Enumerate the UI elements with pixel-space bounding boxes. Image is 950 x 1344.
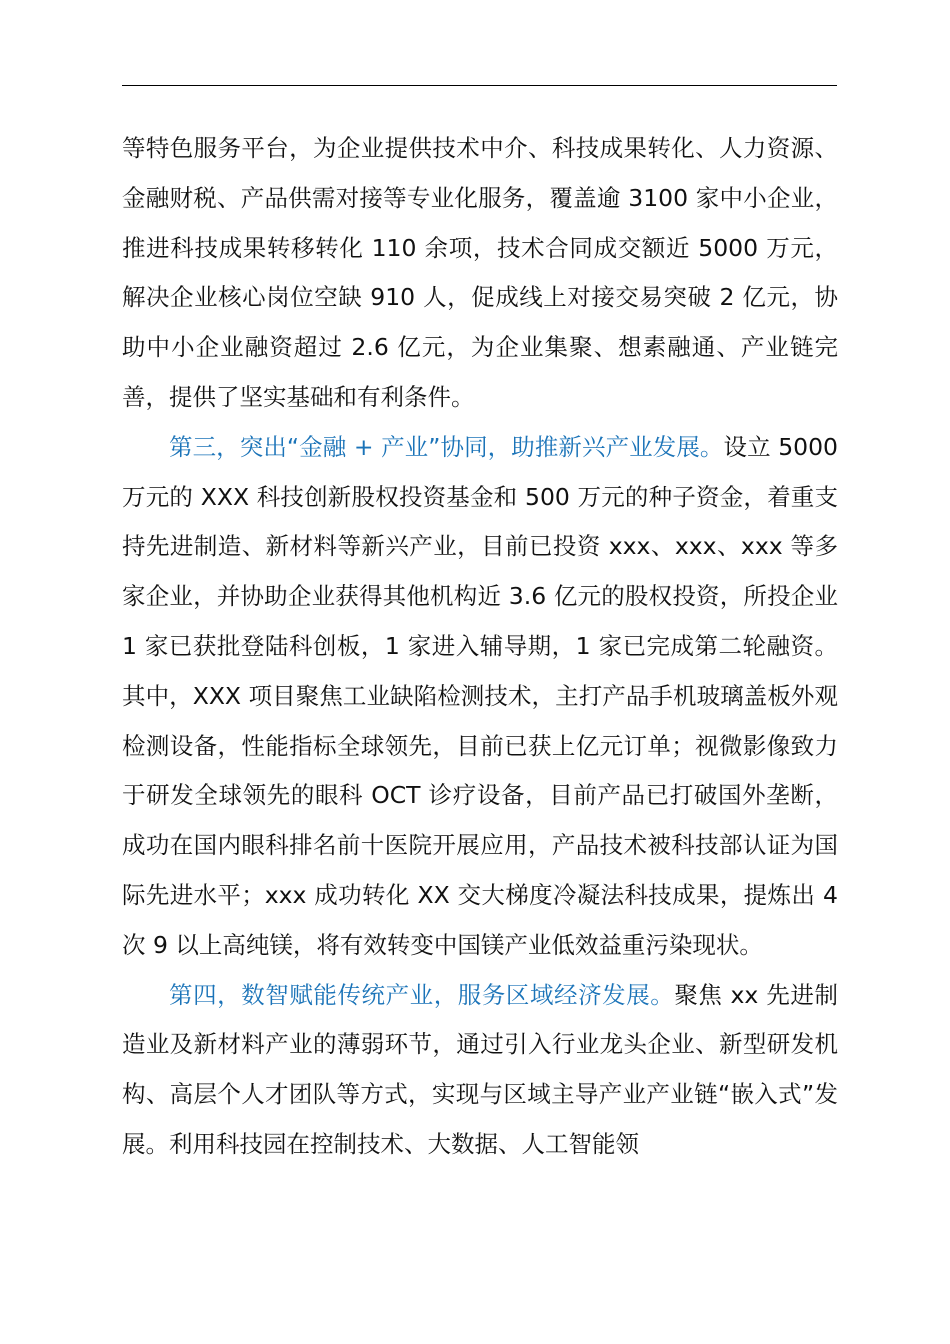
paragraph-fourth-point bbox=[122, 971, 838, 1170]
header-rule bbox=[122, 85, 837, 86]
paragraph-third-point bbox=[122, 423, 838, 971]
paragraph-body-text: 聚焦 xx 先进制造业及新材料产业的薄弱环节，通过引入行业龙头企业、新型研发机构、高层个人才团队等方式，实现与区域主导产业产业链“嵌入式”发展。利用科技园在控制技术、大数据、人工智能领 bbox=[122, 980, 838, 1158]
document-body bbox=[122, 124, 838, 1170]
paragraph-lead-heading: 第三，突出“金融 + 产业”协同，助推新兴产业发展。 bbox=[169, 432, 724, 461]
paragraph-continuation: 等特色服务平台，为企业提供技术中介、科技成果转化、人力资源、金融财税、产品供需对接等专业化服务，覆盖逾 3100 家中小企业，推进科技成果转移转化 110 余项，技术合同成交额近 5000 万元，解决企业核心岗位空缺 910 人，促成线上对接交易突破 2 亿元，协助中小企业融资超过 2.6 亿元，为企业集聚、想素融通、产业链完善，提供了坚实基础和有利条件。 bbox=[122, 134, 838, 411]
paragraph-lead-heading: 第四，数智赋能传统产业，服务区域经济发展。 bbox=[169, 980, 675, 1009]
paragraph-body-text: 设立 5000 万元的 XXX 科技创新股权投资基金和 500 万元的种子资金，着重支持先进制造、新材料等新兴产业，目前已投资 xxx、xxx、xxx 等多家企业，并协助企业获得其他机构近 3.6 亿元的股权投资，所投企业 1 家已获批登陆科创板，1 家进入辅导期，1 家已完成第二轮融资。其中，XXX 项目聚焦工业缺陷检测技术，主打产品手机玻璃盖板外观检测设备，性能指标全球领先，目前已获上亿元订单；视微影像致力于研发全球领先的眼科 OCT 诊疗设备，目前产品已打破国外垄断，成功在国内眼科排名前十医院开展应用，产品技术被科技部认证为国际先进水平；xxx 成功转化 XX 交大梯度冷凝法科技成果，提炼出 4 次 9 以上高纯镁，将有效转变中国镁产业低效益重污染现状。 bbox=[122, 432, 838, 959]
